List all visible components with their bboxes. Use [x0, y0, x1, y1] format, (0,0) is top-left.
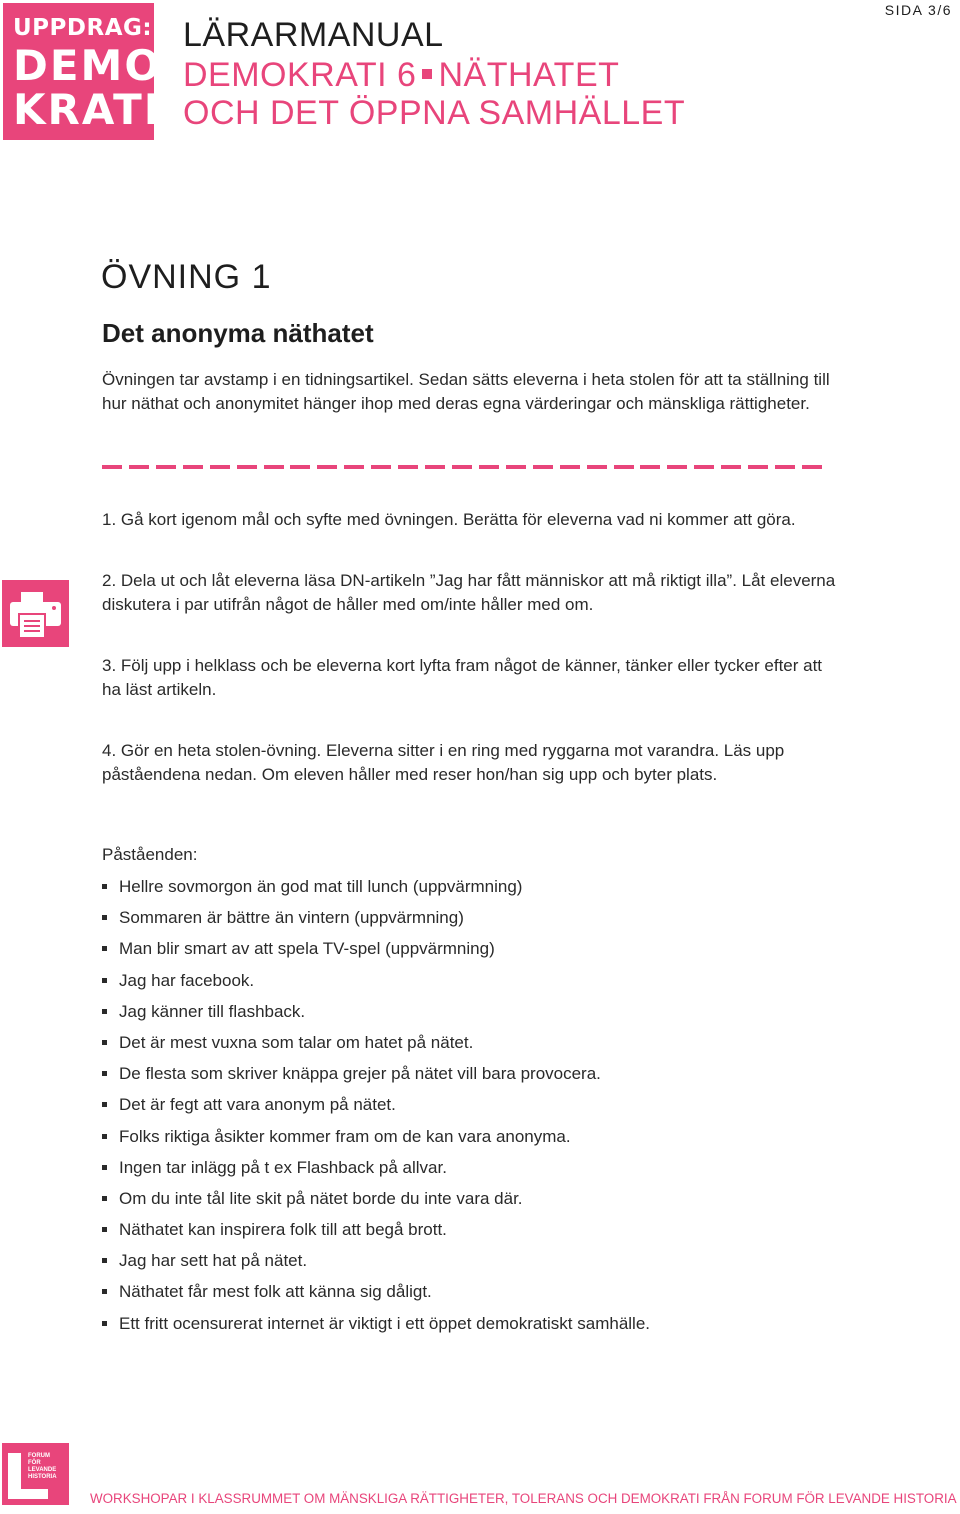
square-bullet-icon: [102, 1165, 107, 1170]
claim-text: Ett fritt ocensurerat internet är viktigt i ett öppet demokratiskt samhälle.: [119, 1313, 651, 1333]
claim-text: Hellre sovmorgon än god mat till lunch (uppvärmning): [119, 877, 523, 896]
claims-list: [102, 873, 650, 1341]
claim-text: Man blir smart av att spela TV-spel (uppvärmning): [119, 939, 495, 959]
square-bullet-icon: [102, 1289, 107, 1294]
brand-logo: [3, 3, 163, 140]
exercise-intro: Övningen tar avstamp i en tidningsartikel. Sedan sätts eleverna i heta stolen för att ta ställning till hur näthat och anonymitet hänger ihop med deras egna värderingar och mänskliga rättigheter.: [102, 370, 830, 413]
claim-text: Jag har sett hat på nätet.: [119, 1251, 308, 1271]
step-item: 3. Följ upp i helklass och be eleverna kort lyfta fram något de känner, tänker eller tycker efter att ha läst artikeln.: [102, 656, 823, 699]
list-item: [102, 1060, 650, 1091]
logo-line-3: KRATI: [13, 85, 162, 134]
list-item: [102, 1185, 650, 1216]
claim-text: Sommaren är bättre än vintern (uppvärmning): [119, 908, 464, 928]
document-title: LÄRARMANUAL: [183, 16, 444, 54]
square-bullet-icon: [102, 1009, 107, 1014]
list-item: [102, 967, 650, 998]
subtitle-part-2: NÄTHATET: [438, 56, 620, 94]
document-subtitle: [183, 56, 685, 132]
claim-text: Jag känner till flashback.: [119, 1001, 306, 1021]
claim-text: Ingen tar inlägg på t ex Flashback på allvar.: [119, 1157, 447, 1177]
footer-logo-line: FÖR: [28, 1460, 41, 1466]
list-item: [102, 1091, 650, 1122]
footer-logo-line: FORUM: [28, 1453, 50, 1459]
square-bullet-icon: [102, 1321, 107, 1326]
claim-text: Näthatet får mest folk att känna sig dåligt.: [119, 1282, 432, 1302]
claim-text: Det är fegt att vara anonym på nätet.: [119, 1095, 396, 1115]
list-item: [102, 1154, 650, 1185]
square-bullet-icon: [102, 1227, 107, 1232]
list-item: [102, 935, 650, 966]
claim-text: Näthatet kan inspirera folk till att begå brott.: [119, 1220, 447, 1240]
claim-text: Om du inte tål lite skit på nätet borde du inte vara där.: [119, 1188, 523, 1208]
logo-line-1: UPPDRAG:: [13, 15, 153, 41]
footer-logo-line: HISTORIA: [28, 1474, 57, 1480]
list-item: [102, 1123, 650, 1154]
step-item: 1. Gå kort igenom mål och syfte med övningen. Berätta för eleverna vad ni kommer att göra.: [102, 510, 796, 529]
dashed-divider: [102, 465, 822, 469]
footer-logo-line: LEVANDE: [28, 1467, 57, 1473]
logo-line-2: DEMO: [13, 41, 163, 90]
page-number: SIDA 3/6: [884, 2, 952, 18]
subtitle-part-1: DEMOKRATI 6: [183, 56, 417, 94]
list-item: [102, 1278, 650, 1309]
exercise-heading: ÖVNING 1: [101, 258, 272, 296]
step-item: 4. Gör en heta stolen-övning. Eleverna sitter i en ring med ryggarna mot varandra. Läs upp påståendena nedan. Om eleven håller med reser hon/han sig upp och byter plats.: [102, 741, 785, 784]
footer-text: WORKSHOPAR I KLASSRUMMET OM MÄNSKLIGA RÄTTIGHETER, TOLERANS OCH DEMOKRATI FRÅN FORUM FÖR LEVANDE HISTORIA: [90, 1491, 957, 1506]
claim-text: Det är mest vuxna som talar om hatet på nätet.: [119, 1032, 474, 1052]
list-item: [102, 1247, 650, 1278]
square-bullet-icon: [102, 1071, 107, 1076]
step-item: 2. Dela ut och låt eleverna läsa DN-artikeln ”Jag har fått människor att må riktigt illa”. Låt eleverna diskutera i par utifrån något de håller med om/inte håller med om.: [102, 571, 836, 614]
square-bullet-icon: [102, 1102, 107, 1107]
claim-text: Jag har facebook.: [119, 970, 255, 990]
list-item: [102, 1216, 650, 1247]
list-item: [102, 1029, 650, 1060]
list-item: [102, 998, 650, 1029]
list-item: [102, 1310, 650, 1341]
square-bullet-icon: [102, 1040, 107, 1045]
forum-logo: [2, 1443, 69, 1505]
square-bullet-icon: [102, 1258, 107, 1263]
list-item: [102, 904, 650, 935]
list-item: [102, 873, 650, 904]
square-bullet-icon: [102, 884, 107, 889]
printer-icon: [2, 580, 69, 647]
square-bullet-icon: [102, 946, 107, 951]
claim-text: De flesta som skriver knäppa grejer på nätet vill bara provocera.: [119, 1064, 601, 1084]
claim-text: Folks riktiga åsikter kommer fram om de kan vara anonyma.: [119, 1126, 571, 1146]
subtitle-line-2: OCH DET ÖPPNA SAMHÄLLET: [183, 94, 686, 132]
square-bullet-icon: [102, 1134, 107, 1139]
claims-title: Påståenden:: [102, 845, 198, 864]
steps-list: [102, 508, 842, 801]
square-bullet-icon: [102, 978, 107, 983]
square-separator-icon: [422, 69, 432, 79]
exercise-subheading: Det anonyma näthatet: [102, 318, 374, 348]
square-bullet-icon: [102, 915, 107, 920]
square-bullet-icon: [102, 1196, 107, 1201]
